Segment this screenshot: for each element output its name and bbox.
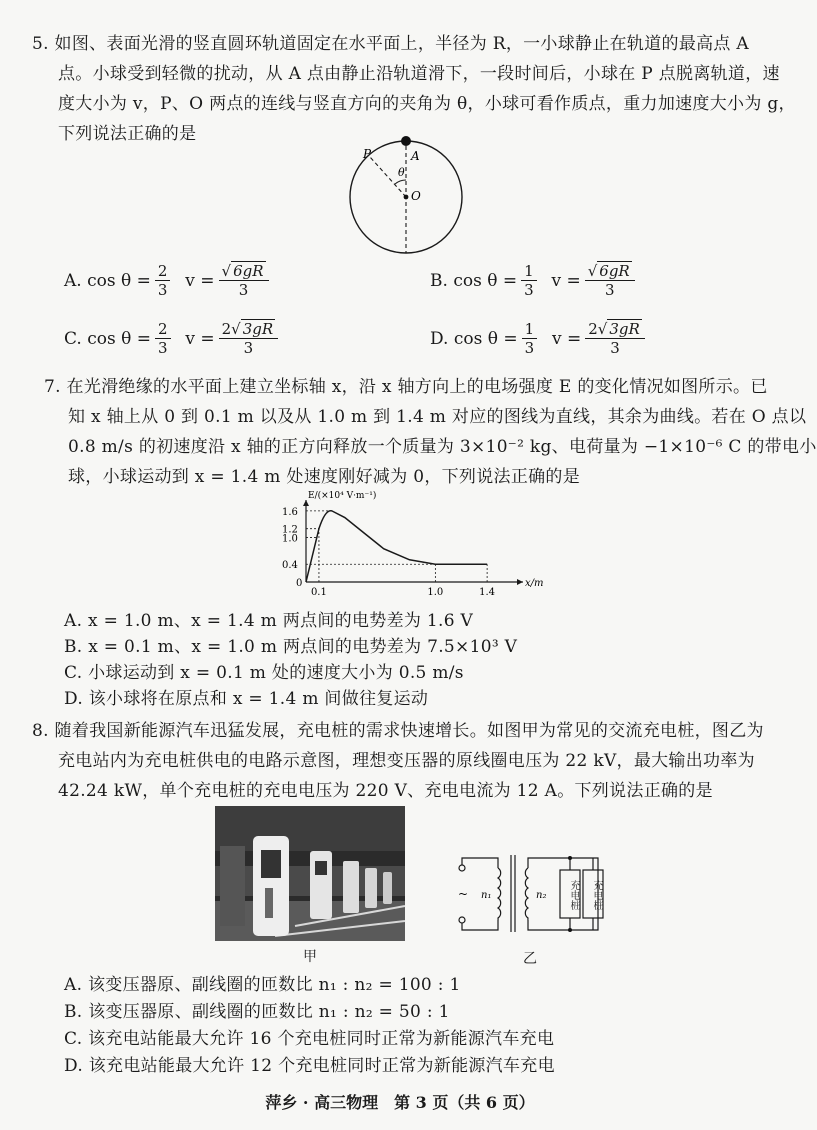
q7-stem-line-3: 0.8 m/s 的初速度沿 x 轴的正方向释放一个质量为 3×10⁻² kg、电荷量为 −1×10⁻⁶ C 的带电小 [68,437,817,457]
y-tick-3: 0.4 [282,560,298,572]
q5-stem-line-3: 度大小为 v，P、O 两点的连线与竖直方向的夹角为 θ，小球可看作质点，重力加速度大小为 g， [58,94,796,114]
x-axis-arrow [517,579,523,585]
q8-option-d[interactable]: D. 该充电站能最大允许 12 个充电桩同时正常为新能源汽车充电 [64,1056,555,1076]
q8-option-c[interactable]: C. 该充电站能最大允许 16 个充电桩同时正常为新能源汽车充电 [64,1029,555,1049]
label-o: O [411,189,421,203]
label-jia: 甲 [303,949,317,965]
q8-stem-line-1: 8. 随着我国新能源汽车迅猛发展，充电桩的需求快速增长。如图甲为常见的交流充电桩，图乙为 [32,721,764,741]
ball [401,136,411,146]
x-tick-0: 0.1 [310,587,327,598]
label-yi: 乙 [523,951,537,967]
q8-stem-line-3: 42.24 kW，单个充电桩的充电电压为 220 V、充电电流为 12 A。下列说法正确的是 [58,781,713,801]
y-axis-label: E/(×10⁴ V·m⁻¹) [308,491,377,501]
y-tick-2: 1.0 [282,533,298,545]
q5-stem-line-4: 下列说法正确的是 [58,124,197,144]
label-a: A [411,149,420,163]
q5-option-c[interactable]: C. cos θ = $\frac{2}{3}$ v = $\frac{2√ 3gR}{3}$ [64,320,282,357]
q5-stem-line-1: 5. 如图、表面光滑的竖直圆环轨道固定在水平面上，半径为 R，一小球静止在轨道的最高点 A [32,34,750,54]
label-theta: θ [398,166,405,179]
q8-option-b[interactable]: B. 该变压器原、副线圈的匝数比 n₁ : n₂ = 50 : 1 [64,1002,450,1022]
q5-option-a[interactable]: A. cos θ = $\frac{2}{3}$ v = $\frac{√ 6gR}{3}$ [64,262,273,299]
charging-pile-box-2: 充电桩 [591,880,602,910]
transformer-circuit [448,840,613,945]
q5-stem-line-2: 点。小球受到轻微的扰动，从 A 点由静止沿轨道滑下，一段时间后，小球在 P 点脱离轨道，速 [58,64,780,84]
center-point [404,195,409,200]
q7-option-d[interactable]: D. 该小球将在原点和 x = 1.4 m 间做往复运动 [64,689,429,709]
charging-pile-photo [215,806,405,941]
q7-option-c[interactable]: C. 小球运动到 x = 0.1 m 处的速度大小为 0.5 m/s [64,663,464,683]
q7-stem-line-4: 球，小球运动到 x = 1.4 m 处速度刚好减为 0，下列说法正确的是 [68,467,581,487]
q5-circle-figure [340,132,480,257]
y-tick-0: 1.6 [282,506,298,518]
origin-label: 0 [296,578,303,589]
q8-option-a[interactable]: A. 该变压器原、副线圈的匝数比 n₁ : n₂ = 100 : 1 [64,975,461,995]
label-n2: n₂ [536,890,547,901]
x-tick-1: 1.0 [427,587,444,598]
q7-option-b[interactable]: B. x = 0.1 m、x = 1.0 m 两点间的电势差为 7.5×10³ V [64,637,518,657]
page-footer: 萍乡 · 高三物理 第 3 页（共 6 页） [265,1093,535,1112]
label-n1: n₁ [481,890,492,901]
q8-stem-line-2: 充电站内为充电桩供电的电路示意图，理想变压器的原线圈电压为 22 kV，最大输出功率为 [58,751,755,771]
label-p: P [363,147,372,161]
x-axis-label: x/m [525,578,544,589]
charging-pile-box-1: 充电桩 [568,880,579,910]
q5-option-d[interactable]: D. cos θ = $\frac{1}{3}$ v = $\frac{2√ 3gR}{3}$ [430,320,649,357]
q7-field-chart [268,491,544,604]
theta-arc [395,180,406,184]
q7-option-a[interactable]: A. x = 1.0 m、x = 1.4 m 两点间的电势差为 1.6 V [64,611,474,631]
y-tick-1: 1.2 [282,524,298,536]
q7-stem-line-1: 7. 在光滑绝缘的水平面上建立坐标轴 x，沿 x 轴方向上的电场强度 E 的变化情况如图所示。已 [44,377,768,397]
q5-option-b[interactable]: B. cos θ = $\frac{1}{3}$ v = $\frac{√ 6gR}{3}$ [430,262,639,299]
series-line-E [306,511,487,582]
x-tick-2: 1.4 [479,587,496,598]
q7-stem-line-2: 知 x 轴上从 0 到 0.1 m 以及从 1.0 m 到 1.4 m 对应的图线为直线，其余为曲线。若在 O 点以 [68,407,807,427]
ac-symbol: ~ [458,887,469,901]
